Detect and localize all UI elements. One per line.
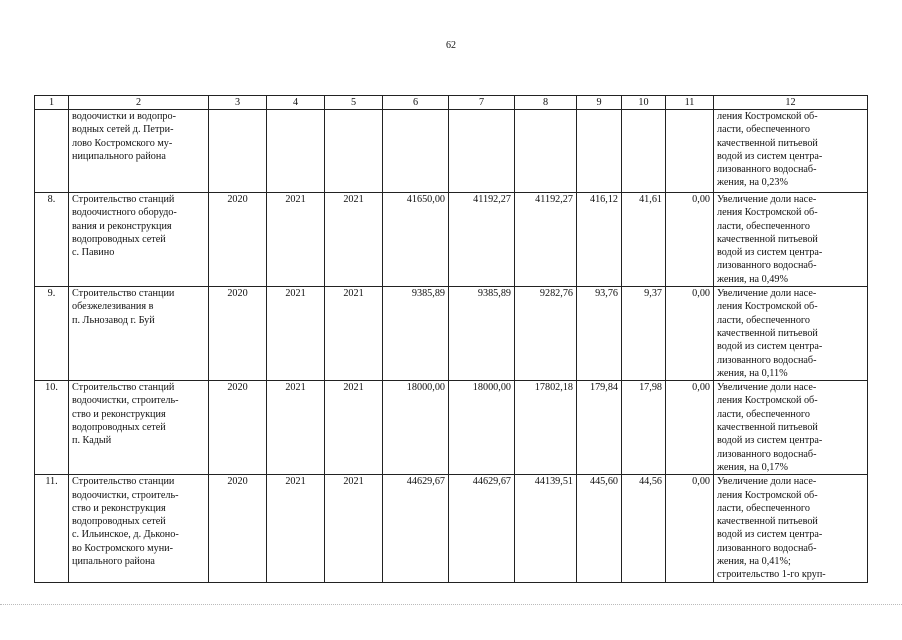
page-bottom-rule xyxy=(0,604,902,605)
expected-result-line: качественной питьевой xyxy=(717,327,818,339)
expected-result-line: водой из систем центра- xyxy=(717,435,823,447)
expected-result-line: лизованного водоснаб- xyxy=(717,260,817,272)
header-cell-col-4: 4 xyxy=(267,96,325,110)
header-cell-col-5: 5 xyxy=(325,96,383,110)
other-sources-cell xyxy=(666,110,714,193)
header-cell-col-12: 12 xyxy=(714,96,868,110)
estimated-cost-cell xyxy=(383,110,449,193)
local-budget-cell: 41,61 xyxy=(622,193,666,287)
project-name-line: Строительство станции xyxy=(72,288,175,300)
project-name-line: водоочистного оборудо- xyxy=(72,207,177,219)
expected-result-line: жения, на 0,11% xyxy=(717,367,788,379)
start-year-cell: 2020 xyxy=(209,475,267,583)
federal-budget-cell: 44139,51 xyxy=(515,475,577,583)
other-sources-cell: 0,00 xyxy=(666,475,714,583)
expected-result-cell xyxy=(714,193,868,287)
table-row xyxy=(35,381,868,475)
expected-result-line: ласти, обеспеченного xyxy=(717,220,810,232)
project-name-line: водоочистки, строитель- xyxy=(72,489,179,501)
project-name-cell xyxy=(69,193,209,287)
project-name-line: водоочистки и водопро- xyxy=(72,111,176,122)
project-name-line: водоочистки, строитель- xyxy=(72,395,179,407)
local-budget-cell: 17,98 xyxy=(622,381,666,475)
regional-budget-cell: 93,76 xyxy=(577,287,622,381)
project-name-line: Строительство станции xyxy=(72,476,175,488)
local-budget-cell: 9,37 xyxy=(622,287,666,381)
header-cell-col-2: 2 xyxy=(69,96,209,110)
expected-result-line: строительство 1-го круп- xyxy=(717,569,826,581)
project-name-line: обезжелезивания в xyxy=(72,301,154,313)
expected-result-line: ления Костромской об- xyxy=(717,301,818,313)
commission-year-cell: 2021 xyxy=(325,193,383,287)
local-budget-cell: 44,56 xyxy=(622,475,666,583)
project-name-line: п. Кадый xyxy=(72,435,112,447)
total-funding-cell xyxy=(449,110,515,193)
page-number: 62 xyxy=(446,40,456,51)
federal-budget-cell: 9282,76 xyxy=(515,287,577,381)
expected-result-line: Увеличение доли насе- xyxy=(717,288,817,300)
header-row xyxy=(35,96,868,110)
other-sources-cell: 0,00 xyxy=(666,287,714,381)
start-year-cell: 2020 xyxy=(209,287,267,381)
project-name-line: лово Костромского му- xyxy=(72,137,173,149)
header-cell-col-10: 10 xyxy=(622,96,666,110)
start-year-cell xyxy=(209,110,267,193)
commission-year-cell xyxy=(325,110,383,193)
start-year-cell: 2020 xyxy=(209,193,267,287)
expected-result-line: ления Костромской об- xyxy=(717,395,818,407)
commission-year-cell: 2021 xyxy=(325,287,383,381)
estimated-cost-cell: 18000,00 xyxy=(383,381,449,475)
header-cell-col-11: 11 xyxy=(666,96,714,110)
estimated-cost-cell: 9385,89 xyxy=(383,287,449,381)
data-table xyxy=(34,95,868,583)
project-name-cell xyxy=(69,110,209,193)
expected-result-cell xyxy=(714,110,868,193)
project-name-line: п. Льнозавод г. Буй xyxy=(72,314,155,326)
end-year-cell xyxy=(267,110,325,193)
project-name-line: с. Павино xyxy=(72,247,115,259)
end-year-cell: 2021 xyxy=(267,475,325,583)
table-row xyxy=(35,475,868,583)
expected-result-line: лизованного водоснаб- xyxy=(717,542,817,554)
expected-result-line: качественной питьевой xyxy=(717,233,818,245)
project-name-line: ство и реконструкция xyxy=(72,408,166,420)
regional-budget-cell: 445,60 xyxy=(577,475,622,583)
table-row xyxy=(35,110,868,193)
expected-result-line: лизованного водоснаб- xyxy=(717,164,817,176)
row-number-cell: 9. xyxy=(35,287,69,381)
expected-result-line: жения, на 0,17% xyxy=(717,461,788,473)
table-row xyxy=(35,193,868,287)
expected-result-line: ления Костромской об- xyxy=(717,207,818,219)
project-name-line: с. Ильинское, д. Дьконо- xyxy=(72,529,179,541)
expected-result-cell xyxy=(714,475,868,583)
expected-result-line: Увеличение доли насе- xyxy=(717,382,817,394)
other-sources-cell: 0,00 xyxy=(666,381,714,475)
total-funding-cell: 41192,27 xyxy=(449,193,515,287)
expected-result-line: качественной питьевой xyxy=(717,137,818,149)
commission-year-cell: 2021 xyxy=(325,475,383,583)
end-year-cell: 2021 xyxy=(267,193,325,287)
commission-year-cell: 2021 xyxy=(325,381,383,475)
header-cell-col-3: 3 xyxy=(209,96,267,110)
header-cell-col-9: 9 xyxy=(577,96,622,110)
other-sources-cell: 0,00 xyxy=(666,193,714,287)
row-number-cell: 10. xyxy=(35,381,69,475)
row-number-cell xyxy=(35,110,69,193)
regional-budget-cell: 179,84 xyxy=(577,381,622,475)
project-name-line: водопроводных сетей xyxy=(72,422,166,434)
local-budget-cell xyxy=(622,110,666,193)
expected-result-cell xyxy=(714,287,868,381)
project-name-line: ципального района xyxy=(72,556,155,568)
row-number-cell: 11. xyxy=(35,475,69,583)
expected-result-line: ласти, обеспеченного xyxy=(717,314,810,326)
header-cell-col-7: 7 xyxy=(449,96,515,110)
project-name-line: Строительство станций xyxy=(72,194,175,205)
total-funding-cell: 9385,89 xyxy=(449,287,515,381)
expected-result-line: жения, на 0,49% xyxy=(717,273,788,285)
end-year-cell: 2021 xyxy=(267,287,325,381)
total-funding-cell: 18000,00 xyxy=(449,381,515,475)
header-cell-col-6: 6 xyxy=(383,96,449,110)
federal-budget-cell: 17802,18 xyxy=(515,381,577,475)
expected-result-line: ласти, обеспеченного xyxy=(717,408,810,420)
federal-budget-cell: 41192,27 xyxy=(515,193,577,287)
expected-result-line: водой из систем центра- xyxy=(717,150,823,162)
expected-result-line: качественной питьевой xyxy=(717,516,818,528)
project-name-line: водопроводных сетей xyxy=(72,516,166,528)
start-year-cell: 2020 xyxy=(209,381,267,475)
expected-result-line: ласти, обеспеченного xyxy=(717,124,810,136)
expected-result-line: Увеличение доли насе- xyxy=(717,476,817,488)
expected-result-line: качественной питьевой xyxy=(717,422,818,434)
expected-result-line: жения, на 0,41%; xyxy=(717,556,791,568)
expected-result-line: жения, на 0,23% xyxy=(717,177,788,189)
federal-budget-cell xyxy=(515,110,577,193)
project-name-line: во Костромского муни- xyxy=(72,542,174,554)
header-cell-col-1: 1 xyxy=(35,96,69,110)
expected-result-cell xyxy=(714,381,868,475)
expected-result-line: Увеличение доли насе- xyxy=(717,194,817,205)
project-name-cell xyxy=(69,381,209,475)
total-funding-cell: 44629,67 xyxy=(449,475,515,583)
project-name-line: Строительство станций xyxy=(72,382,175,394)
project-name-line: ниципального района xyxy=(72,150,166,162)
expected-result-line: ласти, обеспеченного xyxy=(717,502,810,514)
regional-budget-cell: 416,12 xyxy=(577,193,622,287)
project-name-line: вания и реконструкция xyxy=(72,220,172,232)
end-year-cell: 2021 xyxy=(267,381,325,475)
project-name-cell xyxy=(69,475,209,583)
project-name-line: водопроводных сетей xyxy=(72,233,166,245)
row-number-cell: 8. xyxy=(35,193,69,287)
expected-result-line: водой из систем центра- xyxy=(717,341,823,353)
expected-result-line: водой из систем центра- xyxy=(717,247,823,259)
expected-result-line: лизованного водоснаб- xyxy=(717,448,817,460)
estimated-cost-cell: 41650,00 xyxy=(383,193,449,287)
header-cell-col-8: 8 xyxy=(515,96,577,110)
regional-budget-cell xyxy=(577,110,622,193)
project-name-line: ство и реконструкция xyxy=(72,502,166,514)
expected-result-line: лизованного водоснаб- xyxy=(717,354,817,366)
expected-result-line: ления Костромской об- xyxy=(717,111,818,122)
table-row xyxy=(35,287,868,381)
project-name-cell xyxy=(69,287,209,381)
expected-result-line: ления Костромской об- xyxy=(717,489,818,501)
expected-result-line: водой из систем центра- xyxy=(717,529,823,541)
project-name-line: водных сетей д. Петри- xyxy=(72,124,174,136)
estimated-cost-cell: 44629,67 xyxy=(383,475,449,583)
